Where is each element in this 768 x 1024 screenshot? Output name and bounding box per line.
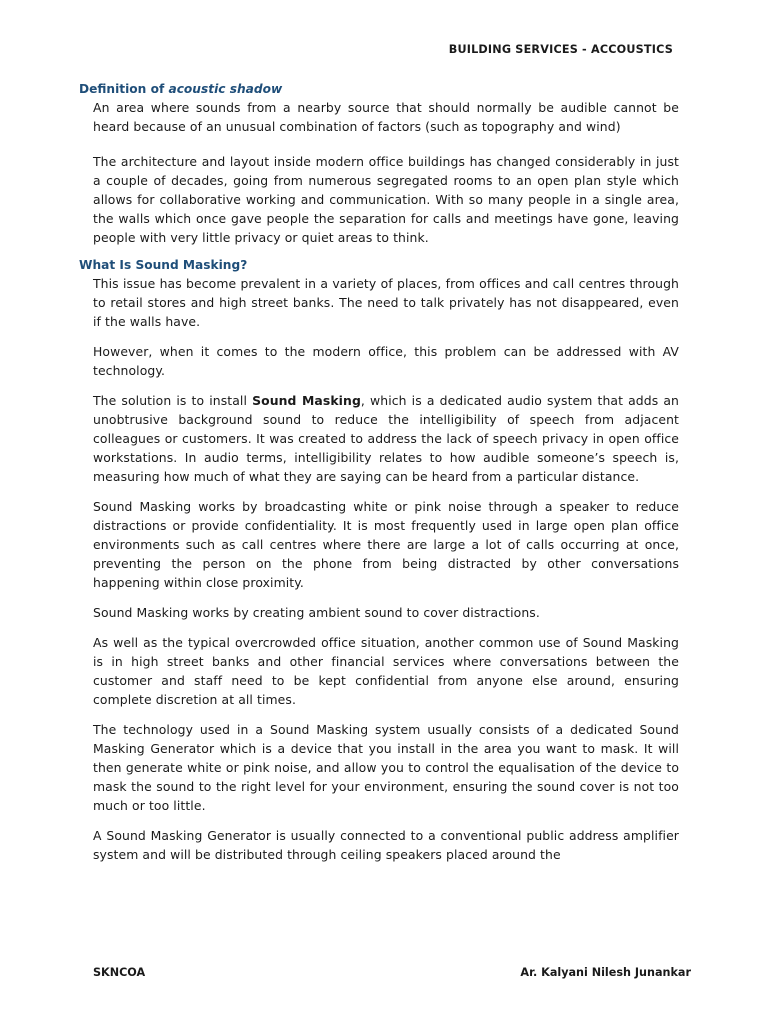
heading-emphasis: acoustic shadow xyxy=(168,82,283,96)
footer-institution: SKNCOA xyxy=(93,966,146,979)
paragraph-1: This issue has become prevalent in a variety of places, from offices and call centres through to retail stores and high street banks. The need to talk privately has not disappeared, even if the walls have. xyxy=(93,276,679,329)
definition-paragraph: An area where sounds from a nearby source that should normally be audible cannot be heard because of an unusual combination of factors (such as topography and wind) xyxy=(93,100,679,134)
paragraph-3-bold-term: Sound Masking xyxy=(252,393,361,408)
section-heading-sound-masking: What Is Sound Masking? xyxy=(79,258,248,272)
page-content xyxy=(79,80,679,864)
footer-author: Ar. Kalyani Nilesh Junankar xyxy=(520,966,691,979)
paragraph-7: The technology used in a Sound Masking system usually consists of a dedicated Sound Masking Generator which is a device that you install in the area you want to mask. It will then generate white or pink noise, and allow you to control the equalisation of the device to mask the sound to the right level for your environment, ensuring the sound cover is not too much or too little. xyxy=(93,722,679,813)
paragraph-6: As well as the typical overcrowded office situation, another common use of Sound Masking is in high street banks and other financial services where conversations between the customer and staff need to be kept confidential from anyone else around, ensuring complete discretion at all times. xyxy=(93,635,679,707)
paragraph-3-end: , which is a dedicated audio system that adds an unobtrusive background sound to reduce the intelligibility of speech from adjacent colleagues or customers. It was created to address the lack of speech privacy in open office workstations. In audio terms, intelligibility relates to how audible someone’s speech is, measuring how much of what they are saying can be heard from a particular distance. xyxy=(93,393,680,484)
paragraph-5: Sound Masking works by creating ambient sound to cover distractions. xyxy=(93,605,540,620)
paragraph-4: Sound Masking works by broadcasting white or pink noise through a speaker to reduce distractions or provide confidentiality. It is most frequently used in large open plan office environments such as call centres where there are large a lot of calls occurring at once, preventing the person on the phone from being distracted by other conversations happening within close proximity. xyxy=(93,499,679,590)
paragraph-3-start: The solution is to install xyxy=(93,393,253,408)
paragraph-2: However, when it comes to the modern office, this problem can be addressed with AV technology. xyxy=(93,344,679,378)
page-header-title: BUILDING SERVICES - ACCOUSTICS xyxy=(448,43,673,56)
paragraph-3 xyxy=(93,391,679,486)
section-heading-acoustic-shadow xyxy=(79,80,679,98)
paragraph-8: A Sound Masking Generator is usually connected to a conventional public address amplifier system and will be distributed through ceiling speakers placed around the xyxy=(93,828,679,862)
office-architecture-paragraph: The architecture and layout inside modern office buildings has changed considerably in just a couple of decades, going from numerous segregated rooms to an open plan style which allows for collaborative working and communication. With so many people in a single area, the walls which once gave people the separation for calls and meetings have gone, leaving people with very little privacy or quiet areas to think. xyxy=(93,154,679,245)
heading-prefix: Definition of xyxy=(79,82,169,96)
